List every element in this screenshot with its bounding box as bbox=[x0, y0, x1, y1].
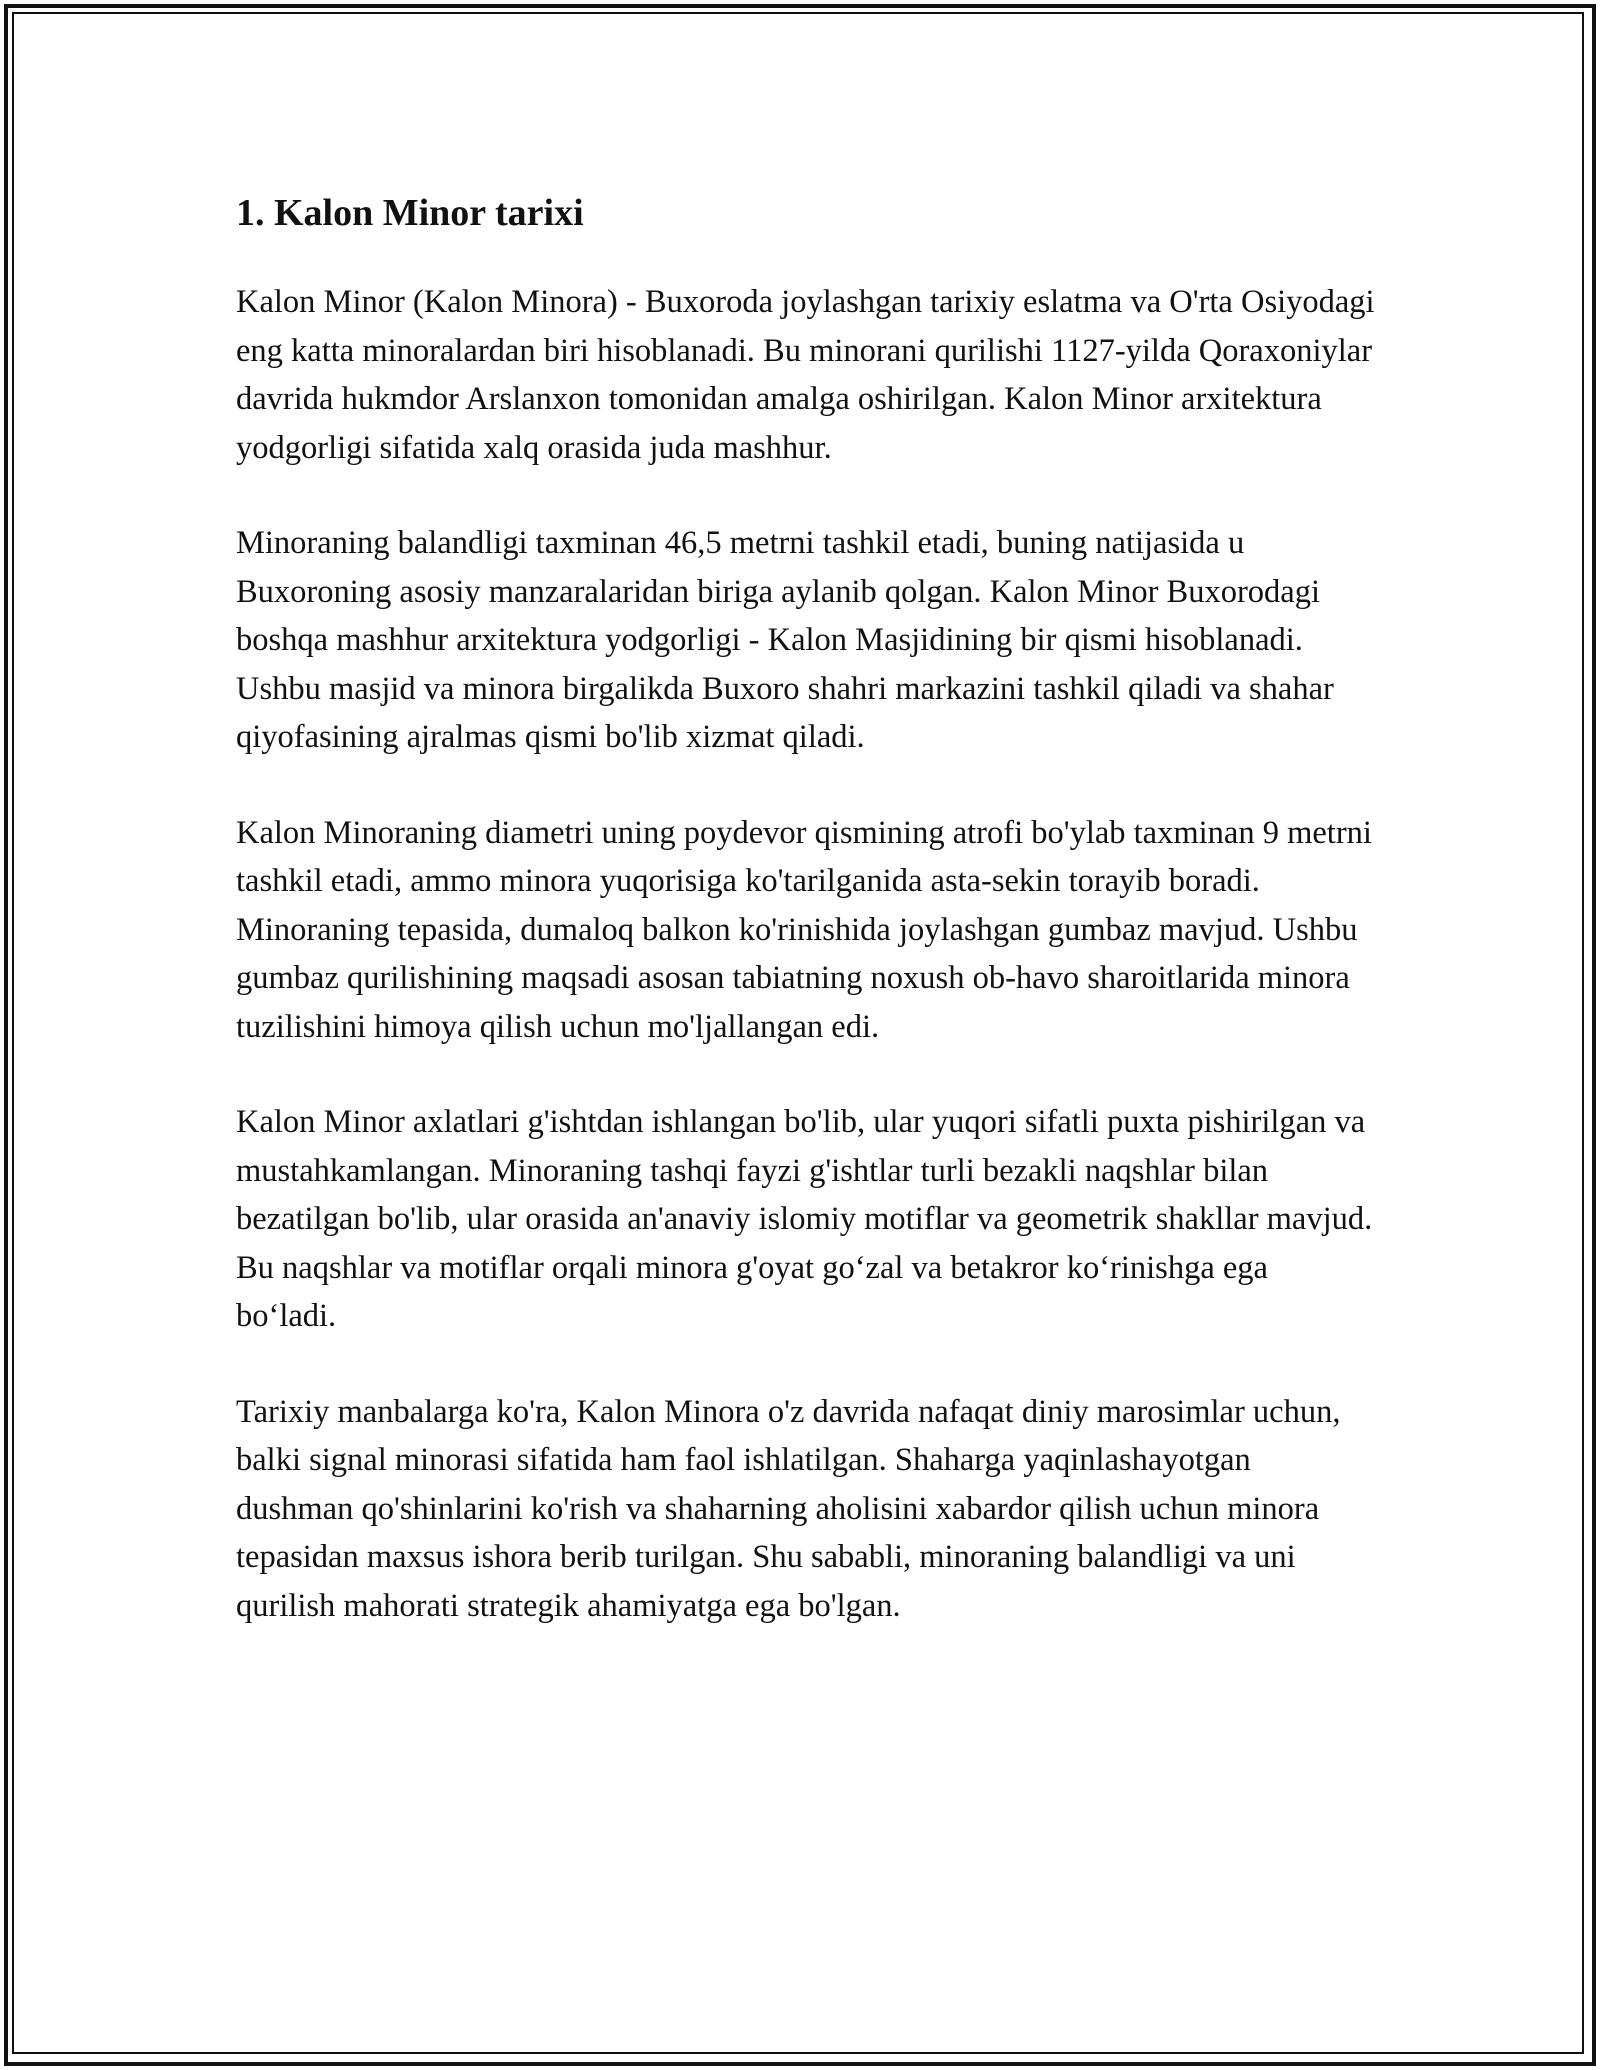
paragraph-5: Tarixiy manbalarga ko'ra, Kalon Minora o'z davrida nafaqat diniy marosimlar uchun, balki signal minorasi sifatida ham faol ishlatilgan. Shaharga yaqinlashayotgan dushman qo'shinlarini ko'rish va shaharning aholisini xabardor qilish uchun minora tepasidan maxsus ishora berib turilgan. Shu sababli, minoraning balandligi va uni qurilish mahorati strategik ahamiyatga ega bo'lgan. bbox=[236, 1393, 1341, 1624]
paragraph-2: Minoraning balandligi taxminan 46,5 metrni tashkil etadi, buning natijasida u Buxoroning asosiy manzaralaridan biriga aylanib qolgan. Kalon Minor Buxorodagi boshqa mashhur arxitektura yodgorligi - Kalon Masjidining bir qismi hisoblanadi. Ushbu masjid va minora birgalikda Buxoro shahri markazini tashkil qiladi va shahar qiyofasining ajralmas qismi bo'lib xizmat qiladi. bbox=[236, 525, 1334, 755]
paragraph-4: Kalon Minor axlatlari g'ishtdan ishlangan bo'lib, ular yuqori sifatli puxta pishirilgan va mustahkamlangan. Minoraning tashqi fayzi g'ishtlar turli bezakli naqshlar bilan bezatilgan bo'lib, ular orasida an'anaviy islomiy motiflar va geometrik shakllar mavjud. Bu naqshlar va motiflar orqali minora g'oyat go‘zal va betakror ko‘rinishga ega bo‘ladi. bbox=[236, 1104, 1373, 1334]
section-heading: 1. Kalon Minor tarixi bbox=[236, 192, 584, 234]
document-body bbox=[236, 186, 1376, 1677]
paragraph-3: Kalon Minoraning diametri uning poydevor qismining atrofi bo'ylab taxminan 9 metrni tashkil etadi, ammo minora yuqorisiga ko'tarilganida asta-sekin torayib boradi. Minoraning tepasida, dumaloq balkon ko'rinishida joylashgan gumbaz mavjud. Ushbu gumbaz qurilishining maqsadi asosan tabiatning noxush ob-havo sharoitlarida minora tuzilishini himoya qilish uchun mo'ljallangan edi. bbox=[236, 814, 1372, 1045]
paragraph-1: Kalon Minor (Kalon Minora) - Buxoroda joylashgan tarixiy eslatma va O'rta Osiyodagi eng katta minoralardan biri hisoblanadi. Bu minorani qurilishi 1127-yilda Qoraxoniylar davrida hukmdor Arslanxon tomonidan amalga oshirilgan. Kalon Minor arxitektura yodgorligi sifatida xalq orasida juda mashhur. bbox=[236, 284, 1375, 466]
